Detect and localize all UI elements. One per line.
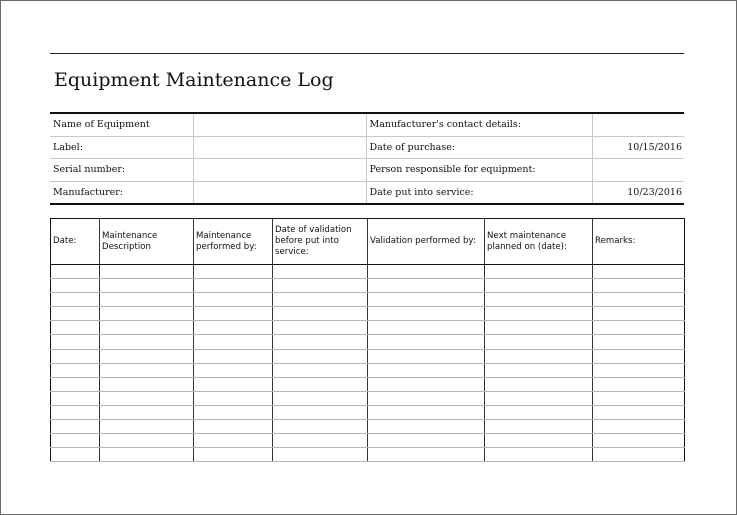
log-column-header: Maintenance performed by:: [194, 219, 273, 265]
log-cell[interactable]: [273, 405, 368, 419]
log-cell[interactable]: [194, 335, 273, 349]
info-value-field[interactable]: [592, 114, 684, 136]
log-cell[interactable]: [368, 293, 485, 307]
log-cell[interactable]: [485, 335, 593, 349]
log-cell[interactable]: [51, 391, 100, 405]
log-cell[interactable]: [273, 434, 368, 448]
log-cell[interactable]: [194, 293, 273, 307]
log-cell[interactable]: [368, 335, 485, 349]
log-column-header: Next maintenance planned on (date):: [485, 219, 593, 265]
log-cell[interactable]: [273, 321, 368, 335]
log-column-header: Date of validation before put into service:: [273, 219, 368, 265]
log-cell[interactable]: [100, 420, 194, 434]
info-label: Date of purchase:: [366, 136, 592, 159]
log-row: [51, 377, 685, 391]
maintenance-log-table: [50, 218, 685, 462]
log-cell[interactable]: [593, 349, 685, 363]
log-row: [51, 434, 685, 448]
log-row: [51, 448, 685, 462]
maintenance-log: [50, 218, 684, 462]
log-cell[interactable]: [273, 293, 368, 307]
equipment-info-table: [50, 114, 684, 203]
log-cell[interactable]: [51, 293, 100, 307]
log-cell[interactable]: [485, 405, 593, 419]
info-value-field[interactable]: [592, 159, 684, 182]
log-cell[interactable]: [485, 391, 593, 405]
log-cell[interactable]: [368, 307, 485, 321]
log-header-row: [51, 219, 685, 265]
log-cell[interactable]: [100, 265, 194, 279]
log-cell[interactable]: [100, 377, 194, 391]
log-cell[interactable]: [273, 391, 368, 405]
log-cell[interactable]: [194, 377, 273, 391]
log-cell[interactable]: [485, 448, 593, 462]
log-column-header: Validation performed by:: [368, 219, 485, 265]
log-cell[interactable]: [593, 293, 685, 307]
log-cell[interactable]: [485, 363, 593, 377]
log-cell[interactable]: [593, 420, 685, 434]
info-label: Name of Equipment: [50, 114, 193, 136]
info-value-field[interactable]: [193, 159, 366, 182]
log-cell[interactable]: [100, 391, 194, 405]
info-label: Person responsible for equipment:: [366, 159, 592, 182]
log-cell[interactable]: [100, 448, 194, 462]
log-cell[interactable]: [194, 448, 273, 462]
info-value-field[interactable]: [193, 136, 366, 159]
log-row: [51, 405, 685, 419]
log-column-header: Maintenance Description: [100, 219, 194, 265]
log-cell[interactable]: [368, 405, 485, 419]
info-value-field[interactable]: [193, 114, 366, 136]
log-cell[interactable]: [51, 265, 100, 279]
log-cell[interactable]: [194, 321, 273, 335]
log-cell[interactable]: [273, 448, 368, 462]
log-row: [51, 335, 685, 349]
log-row: [51, 321, 685, 335]
log-cell[interactable]: [51, 307, 100, 321]
log-cell[interactable]: [485, 434, 593, 448]
log-cell[interactable]: [593, 321, 685, 335]
log-cell[interactable]: [100, 293, 194, 307]
log-row: [51, 279, 685, 293]
info-row: [50, 114, 684, 136]
log-row: [51, 265, 685, 279]
log-cell[interactable]: [368, 391, 485, 405]
log-cell[interactable]: [593, 279, 685, 293]
equipment-info-block: [50, 112, 684, 205]
log-cell[interactable]: [51, 349, 100, 363]
log-cell[interactable]: [368, 363, 485, 377]
info-label: Manufacturer's contact details:: [366, 114, 592, 136]
log-cell[interactable]: [194, 265, 273, 279]
log-cell[interactable]: [100, 434, 194, 448]
log-cell[interactable]: [368, 448, 485, 462]
log-cell[interactable]: [194, 349, 273, 363]
log-cell[interactable]: [485, 349, 593, 363]
log-cell[interactable]: [273, 279, 368, 293]
log-cell[interactable]: [273, 349, 368, 363]
info-row: [50, 136, 684, 159]
log-cell[interactable]: [485, 307, 593, 321]
log-cell[interactable]: [51, 377, 100, 391]
log-cell[interactable]: [273, 307, 368, 321]
log-cell[interactable]: [368, 265, 485, 279]
log-row: [51, 307, 685, 321]
log-cell[interactable]: [593, 448, 685, 462]
log-cell[interactable]: [593, 363, 685, 377]
top-divider: [50, 53, 684, 54]
log-column-header: Date:: [51, 219, 100, 265]
log-cell[interactable]: [368, 321, 485, 335]
log-cell[interactable]: [485, 279, 593, 293]
info-label: Manufacturer:: [50, 181, 193, 203]
log-cell[interactable]: [593, 391, 685, 405]
log-cell[interactable]: [194, 434, 273, 448]
log-cell[interactable]: [593, 434, 685, 448]
log-row: [51, 363, 685, 377]
log-row: [51, 420, 685, 434]
log-row: [51, 293, 685, 307]
log-cell[interactable]: [368, 420, 485, 434]
log-cell[interactable]: [194, 279, 273, 293]
log-cell[interactable]: [485, 293, 593, 307]
log-row: [51, 349, 685, 363]
log-cell[interactable]: [593, 405, 685, 419]
log-cell[interactable]: [194, 405, 273, 419]
log-cell[interactable]: [51, 420, 100, 434]
info-row: [50, 159, 684, 182]
log-cell[interactable]: [100, 363, 194, 377]
log-cell[interactable]: [100, 321, 194, 335]
log-cell[interactable]: [273, 363, 368, 377]
info-value-field[interactable]: [193, 181, 366, 203]
info-value-field[interactable]: 10/23/2016: [627, 186, 682, 198]
log-cell[interactable]: [194, 420, 273, 434]
info-row: [50, 181, 684, 203]
log-cell[interactable]: [485, 265, 593, 279]
log-cell[interactable]: [485, 377, 593, 391]
log-cell[interactable]: [485, 420, 593, 434]
log-cell[interactable]: [100, 405, 194, 419]
log-cell[interactable]: [368, 279, 485, 293]
log-cell[interactable]: [273, 335, 368, 349]
log-cell[interactable]: [273, 265, 368, 279]
log-cell[interactable]: [51, 279, 100, 293]
log-cell[interactable]: [593, 335, 685, 349]
log-cell[interactable]: [51, 448, 100, 462]
log-cell[interactable]: [51, 434, 100, 448]
info-label: Date put into service:: [366, 181, 592, 203]
log-cell[interactable]: [100, 307, 194, 321]
log-cell[interactable]: [51, 335, 100, 349]
info-value-field[interactable]: 10/15/2016: [592, 136, 684, 159]
info-label: Serial number:: [50, 159, 193, 182]
log-cell[interactable]: [100, 279, 194, 293]
log-cell[interactable]: [485, 321, 593, 335]
log-cell[interactable]: [368, 434, 485, 448]
log-cell[interactable]: [194, 391, 273, 405]
log-cell[interactable]: [51, 405, 100, 419]
log-cell[interactable]: [593, 307, 685, 321]
log-cell[interactable]: [51, 363, 100, 377]
log-cell[interactable]: [368, 377, 485, 391]
log-cell[interactable]: [100, 335, 194, 349]
log-cell[interactable]: [593, 377, 685, 391]
log-cell[interactable]: [51, 321, 100, 335]
log-cell[interactable]: [194, 307, 273, 321]
log-cell[interactable]: [368, 349, 485, 363]
info-label: Label:: [50, 136, 193, 159]
log-cell[interactable]: [100, 349, 194, 363]
log-cell[interactable]: [194, 363, 273, 377]
log-cell[interactable]: [273, 377, 368, 391]
log-cell[interactable]: [593, 265, 685, 279]
log-row: [51, 391, 685, 405]
log-cell[interactable]: [273, 420, 368, 434]
document-title: Equipment Maintenance Log: [54, 69, 334, 91]
log-column-header: Remarks:: [593, 219, 685, 265]
